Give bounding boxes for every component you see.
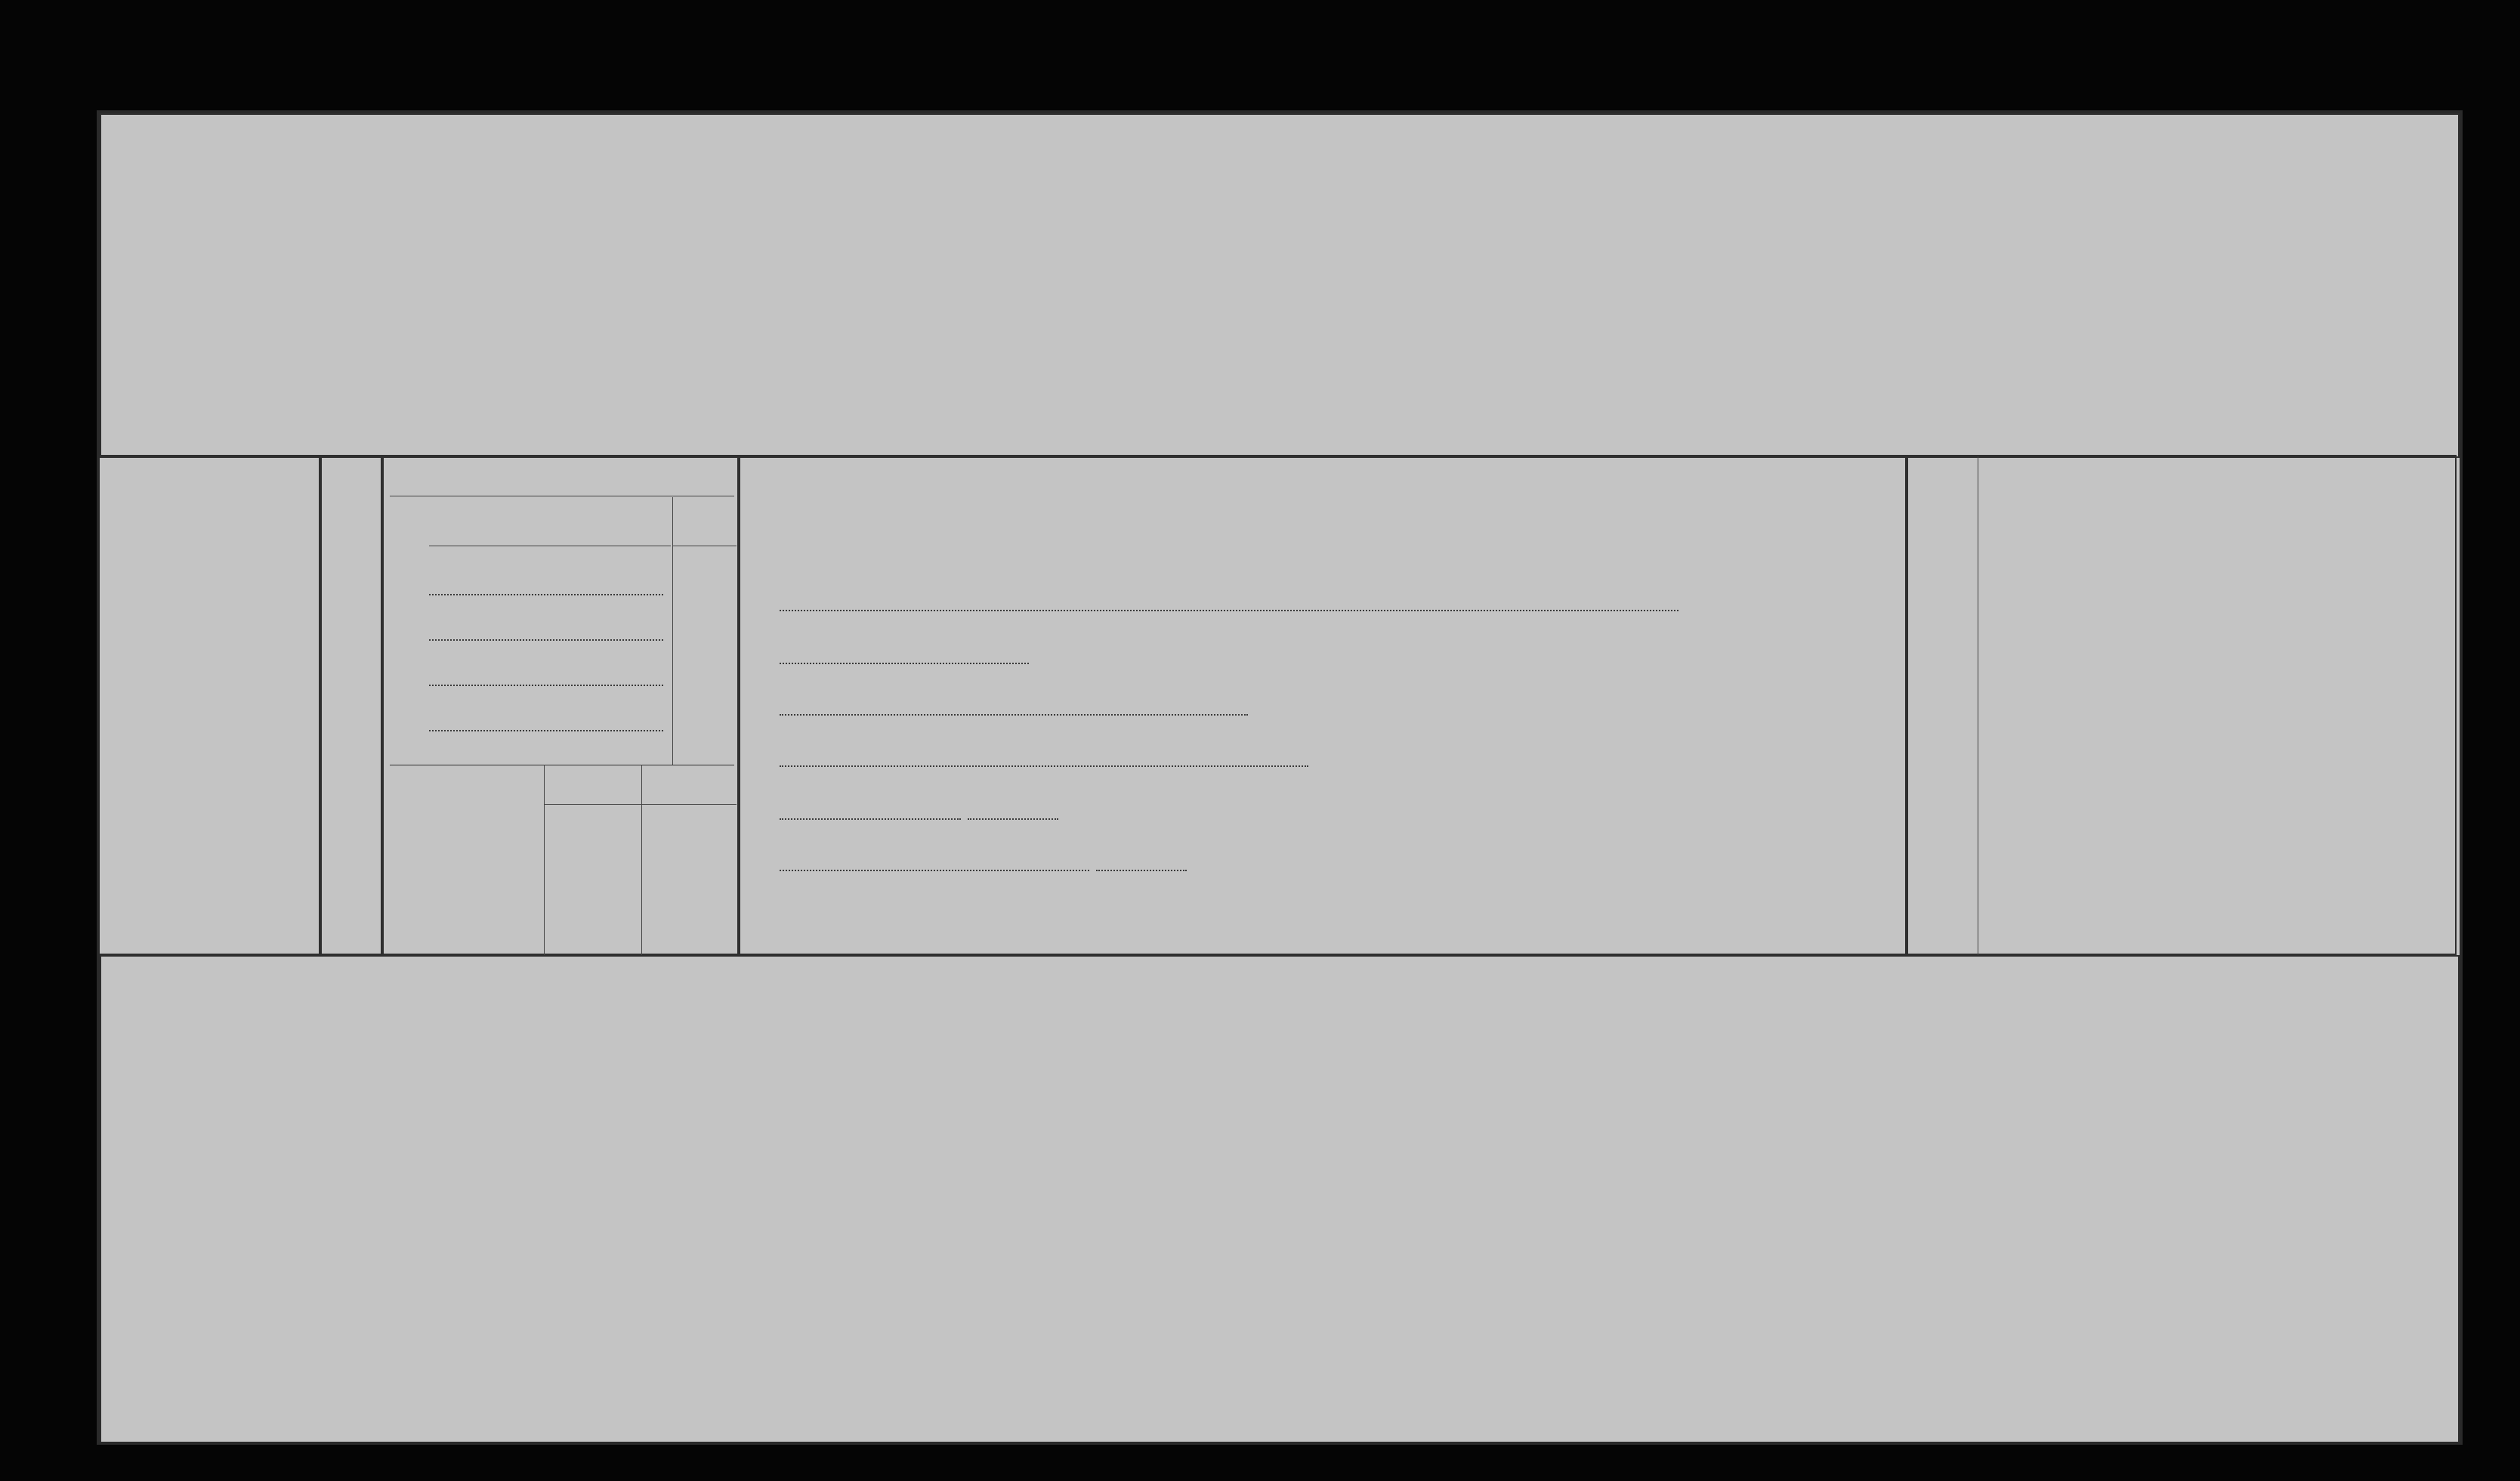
census-card	[97, 110, 2463, 1445]
trade-land-table	[544, 765, 737, 957]
trade-block	[382, 455, 739, 955]
desyatin-header	[545, 765, 642, 805]
hired-workers-block	[100, 455, 320, 955]
trade-qty-header	[672, 497, 737, 546]
crop-summary-table	[100, 113, 2460, 458]
lease-table	[100, 955, 2460, 1445]
trade-qty-lines	[672, 546, 737, 765]
trade-title	[390, 456, 734, 496]
korney-header	[641, 765, 737, 805]
private-household-panel	[739, 455, 1907, 955]
trade-name-lines	[429, 546, 672, 765]
population-block	[1907, 455, 2457, 955]
hired-workers-title	[320, 455, 382, 955]
trade-name-header	[429, 497, 671, 546]
